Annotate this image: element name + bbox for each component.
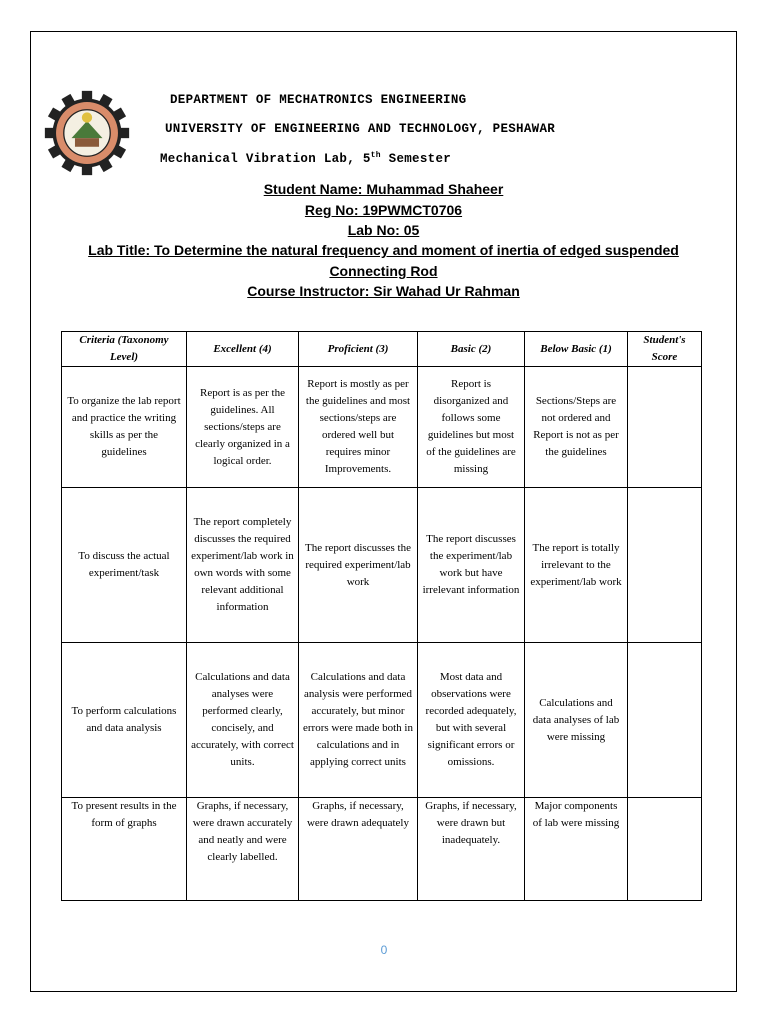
- student-name: Student Name: Muhammad Shaheer: [263, 181, 504, 197]
- instructor-line: [30, 282, 737, 300]
- header-basic: Basic (2): [418, 332, 525, 367]
- proficient-cell: The report discusses the required experiment/lab work: [299, 488, 418, 643]
- reg-no: Reg No: 19PWMCT0706: [304, 202, 463, 218]
- basic-cell: The report discusses the experiment/lab work but have irrelevant information: [418, 488, 525, 643]
- excellent-cell: Report is as per the guidelines. All sections/steps are clearly organized in a logical order.: [187, 367, 299, 488]
- lab-title-part-2: Connecting Rod: [329, 263, 438, 279]
- criteria-cell: To organize the lab report and practice the writing skills as per the guidelines: [62, 367, 187, 488]
- proficient-cell: Calculations and data analysis were performed accurately, but minor errors were made both in calculations and in applying correct units: [299, 643, 418, 798]
- rubric-row: [62, 488, 702, 643]
- score-cell[interactable]: [628, 643, 702, 798]
- lab-course-text: Mechanical Vibration Lab, 5: [160, 152, 371, 167]
- basic-cell: Report is disorganized and follows some guidelines but most of the guidelines are missing: [418, 367, 525, 488]
- header-proficient: Proficient (3): [299, 332, 418, 367]
- department-heading: DEPARTMENT OF MECHATRONICS ENGINEERING: [170, 93, 467, 107]
- below-basic-cell: Calculations and data analyses of lab were missing: [525, 643, 628, 798]
- excellent-cell: Calculations and data analyses were performed clearly, concisely, and accurately, with correct units.: [187, 643, 299, 798]
- rubric-row: [62, 798, 702, 901]
- excellent-cell: The report completely discusses the required experiment/lab work in own words with some relevant additional information: [187, 488, 299, 643]
- rubric-row: [62, 367, 702, 488]
- excellent-cell: Graphs, if necessary, were drawn accurately and neatly and were clearly labelled.: [187, 798, 299, 901]
- basic-cell: Graphs, if necessary, were drawn but inadequately.: [418, 798, 525, 901]
- below-basic-cell: Sections/Steps are not ordered and Report is not as per the guidelines: [525, 367, 628, 488]
- page-number: 0: [380, 943, 388, 957]
- rubric-row: [62, 643, 702, 798]
- score-cell[interactable]: [628, 488, 702, 643]
- university-heading: UNIVERSITY OF ENGINEERING AND TECHNOLOGY, PESHAWAR: [165, 122, 556, 136]
- reg-no-line: [30, 201, 737, 219]
- header-excellent: Excellent (4): [187, 332, 299, 367]
- semester-ordinal-suffix: th: [370, 151, 381, 160]
- lab-no-line: [30, 221, 737, 239]
- student-name-line: [30, 180, 737, 198]
- score-cell[interactable]: [628, 367, 702, 488]
- lab-title-line-2: [30, 262, 737, 280]
- rubric-header-row: [62, 332, 702, 367]
- university-seal-icon: [44, 90, 130, 176]
- header-below-basic: Below Basic (1): [525, 332, 628, 367]
- below-basic-cell: The report is totally irrelevant to the experiment/lab work: [525, 488, 628, 643]
- criteria-cell: To present results in the form of graphs: [62, 798, 187, 901]
- course-instructor: Course Instructor: Sir Wahad Ur Rahman: [247, 283, 520, 299]
- semester-text: Semester: [380, 152, 452, 167]
- header-criteria: Criteria (Taxonomy Level): [62, 332, 187, 367]
- below-basic-cell: Major components of lab were missing: [525, 798, 628, 901]
- basic-cell: Most data and observations were recorded adequately, but with several significant errors or omissions.: [418, 643, 525, 798]
- lab-title-part-1: Lab Title: To Determine the natural frequency and moment of inertia of edged suspended: [88, 242, 679, 258]
- lab-title-line-1: [30, 241, 737, 259]
- lab-course-heading: [160, 151, 451, 166]
- criteria-cell: To discuss the actual experiment/task: [62, 488, 187, 643]
- rubric-table: [61, 331, 702, 901]
- proficient-cell: Report is mostly as per the guidelines and most sections/steps are ordered well but requires minor Improvements.: [299, 367, 418, 488]
- header-student-score: Student's Score: [628, 332, 702, 367]
- proficient-cell: Graphs, if necessary, were drawn adequately: [299, 798, 418, 901]
- score-cell[interactable]: [628, 798, 702, 901]
- criteria-cell: To perform calculations and data analysis: [62, 643, 187, 798]
- lab-no: Lab No: 05: [347, 222, 420, 238]
